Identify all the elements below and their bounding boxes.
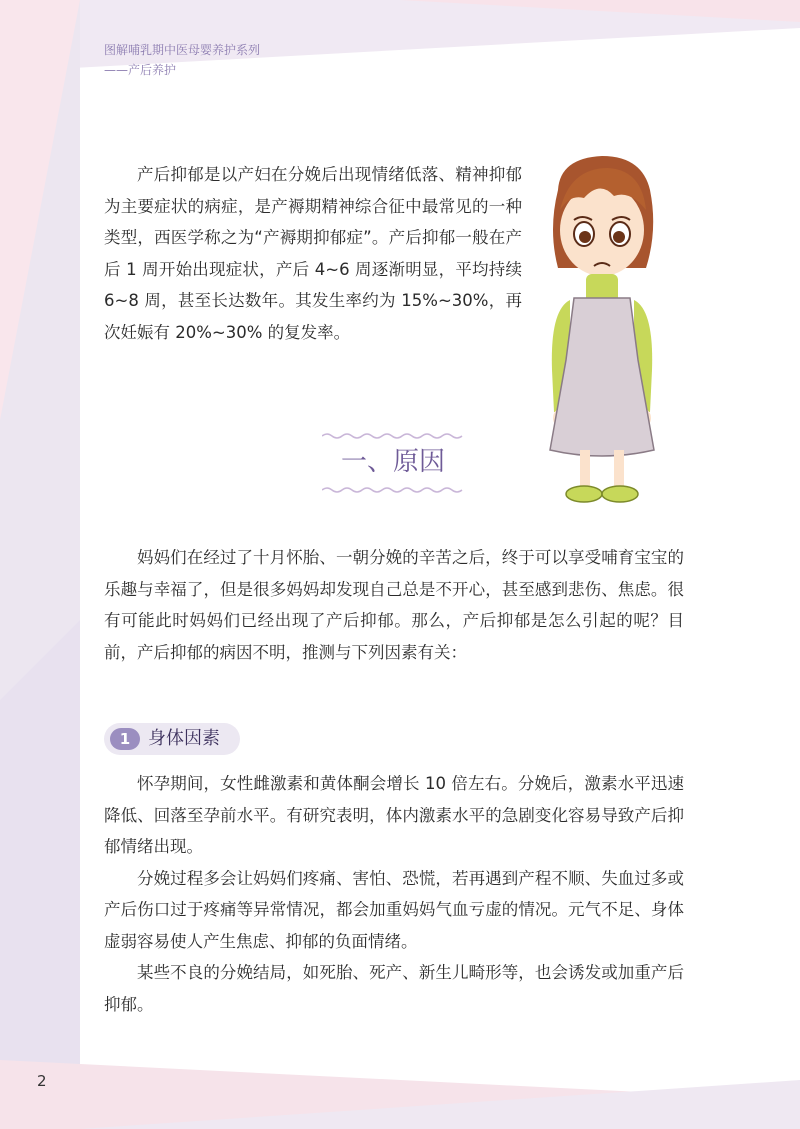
- subsection-badge: [104, 723, 240, 755]
- cause-paragraph: [104, 542, 684, 668]
- physical-factors-body: [104, 768, 684, 1020]
- intro-text: 产后抑郁是以产妇在分娩后出现情绪低落、精神抑郁为主要症状的病症，是产褥期精神综合征中最常见的一种类型，西医学称之为“产褥期抑郁症”。产后抑郁一般在产后 1 周开始出现症状，产后 4~6 周逐渐明显，平均持续 6~8 周，甚至长达数年。其发生率约为 15%~30%，再次妊娠有 20%~30% 的复发率。: [104, 165, 522, 342]
- intro-paragraph: [104, 159, 522, 348]
- physical-paragraph-3: 某些不良的分娩结局，如死胎、死产、新生儿畸形等，也会诱发或加重产后抑郁。: [104, 963, 684, 1014]
- subsection-number: 1: [110, 728, 140, 750]
- page-number: 2: [37, 1072, 47, 1090]
- cause-text: 妈妈们在经过了十月怀胎、一朝分娩的辛苦之后，终于可以享受哺育宝宝的乐趣与幸福了，但是很多妈妈却发现自己总是不开心，甚至感到悲伤、焦虑。很有可能此时妈妈们已经出现了产后抑郁。那么，产后抑郁是怎么引起的呢？目前，产后抑郁的病因不明，推测与下列因素有关：: [104, 548, 684, 662]
- top-squiggle-divider: [322, 432, 464, 440]
- physical-paragraph-2: 分娩过程多会让妈妈们疼痛、害怕、恐慌，若再遇到产程不顺、失血过多或产后伤口过于疼痛等异常情况，都会加重妈妈气血亏虚的情况。元气不足、身体虚弱容易使人产生焦虑、抑郁的负面情绪。: [104, 868, 684, 951]
- physical-paragraph-1: 怀孕期间，女性雌激素和黄体酮会增长 10 倍左右。分娩后，激素水平迅速降低、回落至孕前水平。有研究表明，体内激素水平的急剧变化容易导致产后抑郁情绪出现。: [104, 774, 684, 856]
- bottom-squiggle-divider: [322, 486, 464, 494]
- subsection-title: 身体因素: [148, 728, 220, 749]
- section-heading: [322, 432, 464, 492]
- series-title: 图解哺乳期中医母婴养护系列: [104, 43, 261, 57]
- sad-mother-illustration: [530, 150, 670, 510]
- section-title: 一、原因: [340, 447, 445, 477]
- running-header: [104, 40, 260, 80]
- series-subtitle: ——产后养护: [104, 63, 177, 77]
